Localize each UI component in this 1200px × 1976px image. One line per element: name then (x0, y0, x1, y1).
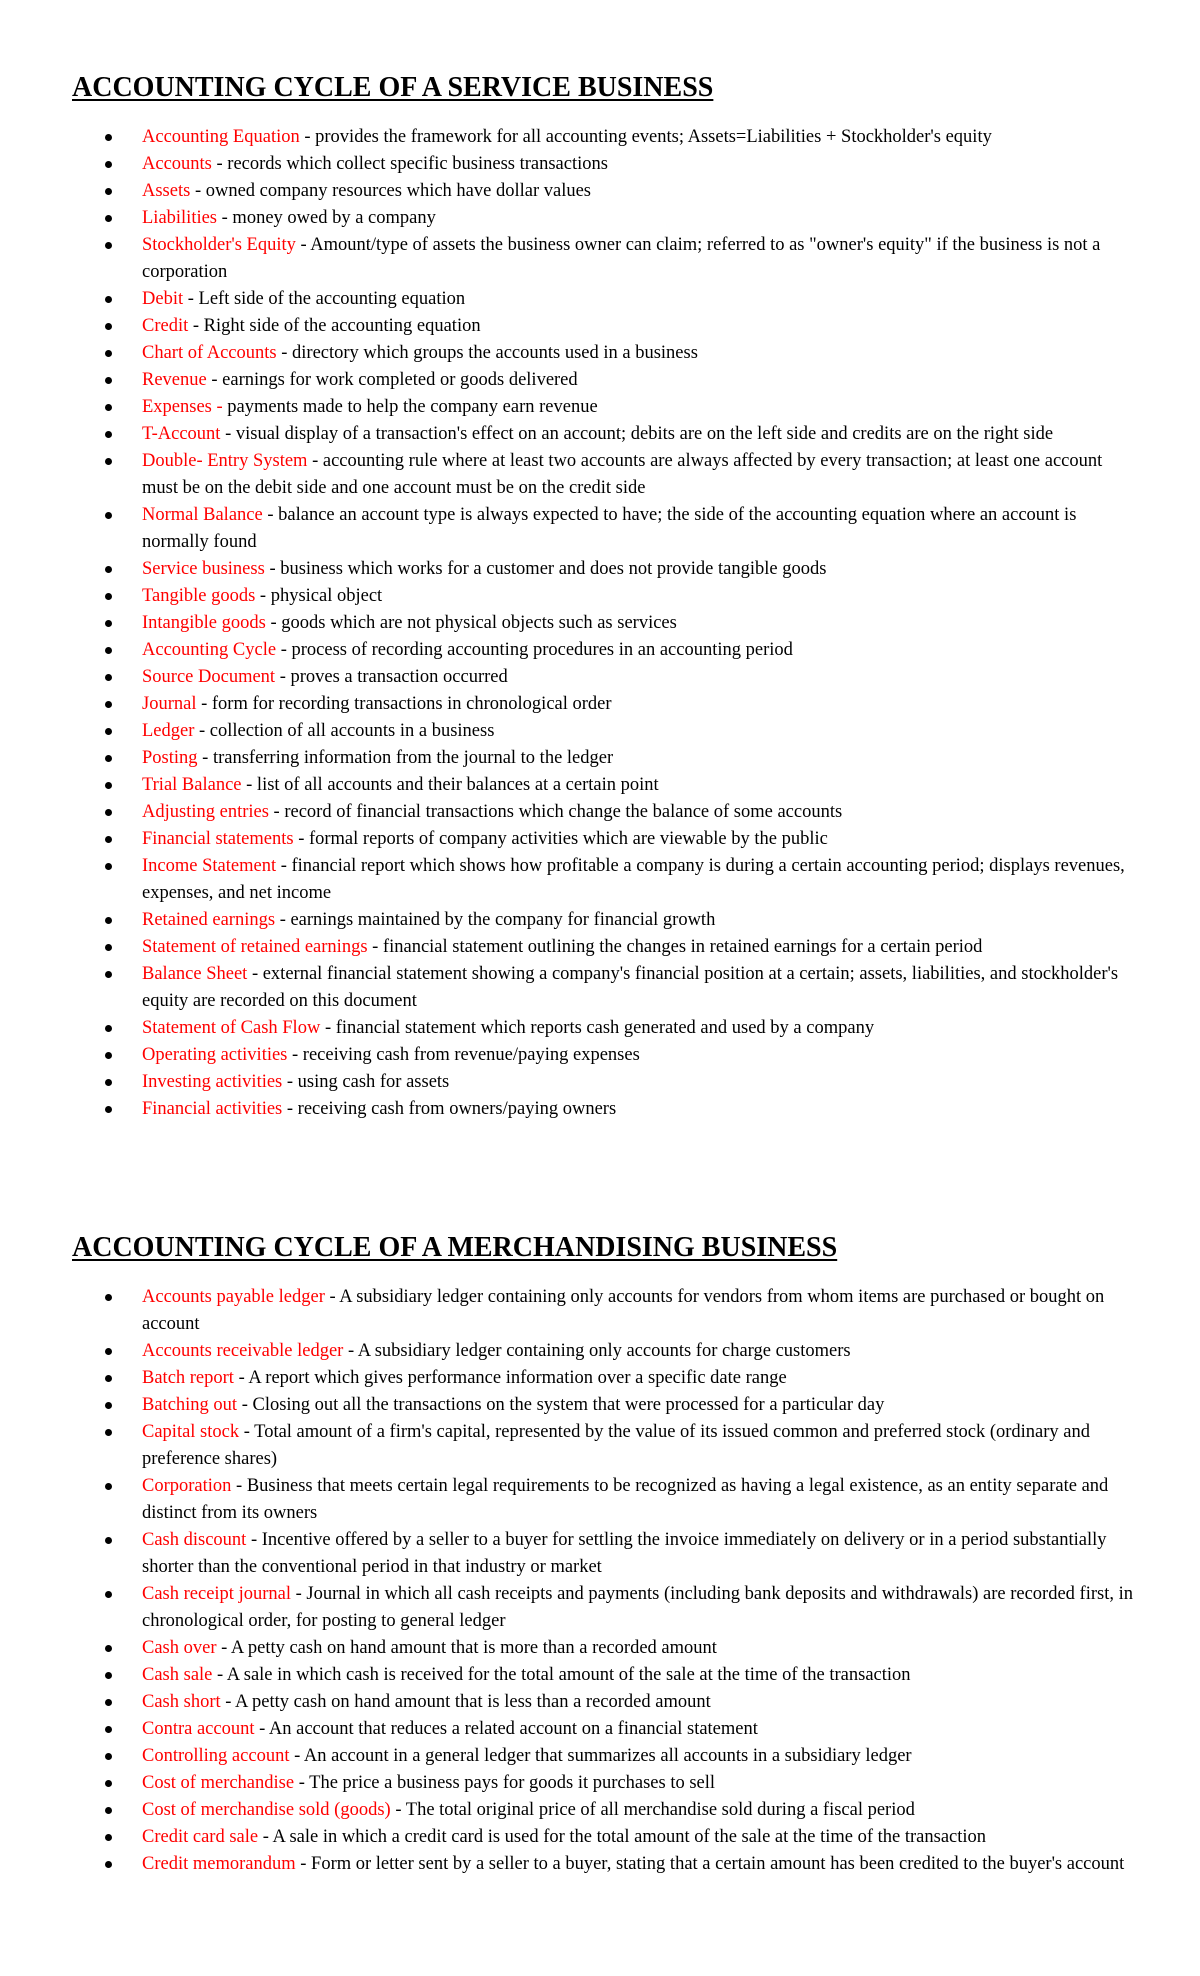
term-label: Cash over (142, 1638, 217, 1658)
list-item (72, 1527, 1142, 1581)
term-label: Stockholder's Equity (142, 235, 296, 255)
bullet-icon (105, 512, 112, 519)
term-label: Assets (142, 181, 191, 201)
term-definition: - A sale in which cash is received for the total amount of the sale at the time of the transaction (212, 1665, 911, 1685)
term-label: Service business (142, 559, 265, 579)
list-item (72, 1284, 1142, 1338)
bullet-icon (105, 242, 112, 249)
bullet-icon (105, 1861, 112, 1868)
term-definition: - earnings for work completed or goods delivered (206, 370, 578, 390)
term-label: Cash short (142, 1692, 221, 1712)
bullet-icon (105, 1591, 112, 1598)
bullet-icon (105, 404, 112, 411)
term-definition: - financial statement which reports cash generated and used by a company (320, 1018, 875, 1038)
term-definition: - goods which are not physical objects such as services (265, 613, 677, 633)
list-item (72, 421, 1142, 448)
term-label: Cash receipt journal (142, 1584, 291, 1604)
term-definition: - physical object (255, 586, 383, 606)
list-item (72, 1419, 1142, 1473)
term-label: Ledger (142, 721, 195, 741)
term-label: Income Statement (142, 856, 277, 876)
list-item (72, 1743, 1142, 1770)
term-definition: - balance an account type is always expected to have; the side of the accounting equation where an account is normally found (142, 505, 1077, 552)
list-item (72, 1338, 1142, 1365)
term-definition: - A petty cash on hand amount that is more than a recorded amount (216, 1638, 717, 1658)
bullet-icon (105, 1025, 112, 1032)
list-item (72, 1473, 1142, 1527)
merchandising-business-section (72, 1228, 1142, 1878)
term-definition: - Journal in which all cash receipts and payments (including bank deposits and withdrawals) are recorded first, in chronological order, for posting to general ledger (142, 1584, 1133, 1631)
term-label: Accounts (142, 154, 212, 174)
list-item (72, 340, 1142, 367)
list-item (72, 394, 1142, 421)
term-definition: - external financial statement showing a company's financial position at a certain; assets, liabilities, and stockholder's equity are recorded on this document (142, 964, 1119, 1011)
list-item (72, 1042, 1142, 1069)
term-label: Corporation (142, 1476, 232, 1496)
section-title: ACCOUNTING CYCLE OF A MERCHANDISING BUSINESS (72, 1232, 838, 1263)
bullet-icon (105, 1672, 112, 1679)
bullet-icon (105, 836, 112, 843)
list-item (72, 448, 1142, 502)
term-definition: - A sale in which a credit card is used for the total amount of the sale at the time of the transaction (258, 1827, 987, 1847)
list-item (72, 583, 1142, 610)
term-label: Normal Balance (142, 505, 263, 525)
bullet-icon (105, 1348, 112, 1355)
bullet-icon (105, 782, 112, 789)
term-definition: - money owed by a company (217, 208, 436, 228)
term-label: Intangible goods (142, 613, 266, 633)
list-item (72, 637, 1142, 664)
bullet-icon (105, 728, 112, 735)
bullet-icon (105, 674, 112, 681)
term-definition: - The price a business pays for goods it purchases to sell (294, 1773, 716, 1793)
bullet-icon (105, 188, 112, 195)
list-item (72, 1716, 1142, 1743)
term-label: Statement of retained earnings (142, 937, 368, 957)
bullet-icon (105, 971, 112, 978)
bullet-icon (105, 647, 112, 654)
term-list (72, 1284, 1142, 1878)
bullet-icon (105, 1294, 112, 1301)
term-definition: - using cash for assets (282, 1072, 450, 1092)
term-label: Cash discount (142, 1530, 247, 1550)
bullet-icon (105, 1052, 112, 1059)
bullet-icon (105, 1753, 112, 1760)
term-definition: - proves a transaction occurred (275, 667, 508, 687)
list-item (72, 745, 1142, 772)
list-item (72, 718, 1142, 745)
list-item (72, 1581, 1142, 1635)
term-definition: - records which collect specific business transactions (211, 154, 608, 174)
list-item (72, 1824, 1142, 1851)
bullet-icon (105, 431, 112, 438)
term-label: Credit memorandum (142, 1854, 296, 1874)
term-label: Accounts payable ledger (142, 1287, 325, 1307)
term-label: Liabilities (142, 208, 218, 228)
term-definition: - receiving cash from owners/paying owners (282, 1099, 617, 1119)
list-item (72, 961, 1142, 1015)
term-definition: - Left side of the accounting equation (183, 289, 466, 309)
list-item (72, 1851, 1142, 1878)
term-label: Cost of merchandise sold (goods) (142, 1800, 391, 1820)
term-definition: - Form or letter sent by a seller to a buyer, stating that a certain amount has been credited to the buyer's account (295, 1854, 1125, 1874)
bullet-icon (105, 1834, 112, 1841)
list-item (72, 178, 1142, 205)
term-label: Batching out (142, 1395, 238, 1415)
list-item (72, 232, 1142, 286)
list-item (72, 1096, 1142, 1123)
term-label: Credit (142, 316, 189, 336)
bullet-icon (105, 1699, 112, 1706)
term-label: Posting (142, 748, 198, 768)
bullet-icon (105, 1807, 112, 1814)
term-definition: - owned company resources which have dollar values (190, 181, 592, 201)
term-definition: - accounting rule where at least two accounts are always affected by every transaction; at least one account must be on the debit side and one account must be on the credit side (142, 451, 1103, 498)
term-definition: payments made to help the company earn revenue (222, 397, 598, 417)
bullet-icon (105, 1429, 112, 1436)
term-label: Revenue (142, 370, 207, 390)
term-definition: - An account in a general ledger that summarizes all accounts in a subsidiary ledger (289, 1746, 912, 1766)
service-business-section (72, 68, 1142, 1123)
bullet-icon (105, 350, 112, 357)
section-title: ACCOUNTING CYCLE OF A SERVICE BUSINESS (72, 72, 714, 103)
bullet-icon (105, 1726, 112, 1733)
bullet-icon (105, 1375, 112, 1382)
term-definition: - formal reports of company activities which are viewable by the public (293, 829, 828, 849)
list-item (72, 934, 1142, 961)
bullet-icon (105, 755, 112, 762)
list-item (72, 1392, 1142, 1419)
bullet-icon (105, 863, 112, 870)
term-label: Adjusting entries (142, 802, 269, 822)
bullet-icon (105, 1079, 112, 1086)
term-label: Financial activities (142, 1099, 283, 1119)
bullet-icon (105, 134, 112, 141)
term-definition: - visual display of a transaction's effect on an account; debits are on the left side and credits are on the right side (220, 424, 1054, 444)
list-item (72, 367, 1142, 394)
term-label: Operating activities (142, 1045, 288, 1065)
term-label: Cash sale (142, 1665, 213, 1685)
term-definition: - Right side of the accounting equation (188, 316, 481, 336)
list-item (72, 691, 1142, 718)
bullet-icon (105, 593, 112, 600)
list-item (72, 286, 1142, 313)
bullet-icon (105, 1402, 112, 1409)
list-item (72, 313, 1142, 340)
bullet-icon (105, 917, 112, 924)
list-item (72, 772, 1142, 799)
list-item (72, 205, 1142, 232)
term-label: Cost of merchandise (142, 1773, 295, 1793)
bullet-icon (105, 944, 112, 951)
term-definition: - Business that meets certain legal requirements to be recognized as having a legal existence, as an entity separate and distinct from its owners (142, 1476, 1109, 1523)
term-label: Retained earnings (142, 910, 276, 930)
bullet-icon (105, 296, 112, 303)
bullet-icon (105, 1483, 112, 1490)
list-item (72, 1797, 1142, 1824)
term-label: T-Account (142, 424, 221, 444)
list-item (72, 826, 1142, 853)
bullet-icon (105, 323, 112, 330)
list-item (72, 664, 1142, 691)
term-definition: - form for recording transactions in chronological order (196, 694, 612, 714)
term-label: Credit card sale (142, 1827, 259, 1847)
term-label: Expenses - (142, 397, 223, 417)
term-definition: - record of financial transactions which change the balance of some accounts (268, 802, 843, 822)
term-label: Trial Balance (142, 775, 242, 795)
term-definition: - earnings maintained by the company for financial growth (275, 910, 716, 930)
term-label: Chart of Accounts (142, 343, 277, 363)
list-item (72, 1635, 1142, 1662)
term-label: Accounting Cycle (142, 640, 277, 660)
bullet-icon (105, 1780, 112, 1787)
term-label: Financial statements (142, 829, 294, 849)
term-label: Tangible goods (142, 586, 256, 606)
list-item (72, 1689, 1142, 1716)
term-label: Controlling account (142, 1746, 290, 1766)
term-label: Debit (142, 289, 184, 309)
term-definition: - Incentive offered by a seller to a buyer for settling the invoice immediately on delivery or in a period substantially shorter than the conventional period in that industry or market (142, 1530, 1107, 1577)
term-definition: - list of all accounts and their balances at a certain point (241, 775, 659, 795)
term-label: Journal (142, 694, 197, 714)
list-item (72, 907, 1142, 934)
term-definition: - A petty cash on hand amount that is less than a recorded amount (220, 1692, 711, 1712)
term-definition: - collection of all accounts in a business (194, 721, 495, 741)
term-definition: - Amount/type of assets the business owner can claim; referred to as "owner's equity" if the business is not a corporation (142, 235, 1101, 282)
term-definition: - business which works for a customer and does not provide tangible goods (264, 559, 827, 579)
term-definition: - process of recording accounting procedures in an accounting period (276, 640, 793, 660)
term-label: Double- Entry System (142, 451, 308, 471)
term-definition: - Total amount of a firm's capital, represented by the value of its issued common and preferred stock (ordinary and preference shares) (142, 1422, 1090, 1469)
bullet-icon (105, 161, 112, 168)
term-definition: - financial statement outlining the changes in retained earnings for a certain period (367, 937, 983, 957)
term-label: Source Document (142, 667, 276, 687)
term-definition: - The total original price of all merchandise sold during a fiscal period (390, 1800, 915, 1820)
term-label: Accounting Equation (142, 127, 300, 147)
bullet-icon (105, 566, 112, 573)
list-item (72, 1015, 1142, 1042)
term-label: Accounts receivable ledger (142, 1341, 344, 1361)
term-definition: - A subsidiary ledger containing only accounts for vendors from whom items are purchased or bought on account (142, 1287, 1105, 1334)
list-item (72, 1365, 1142, 1392)
bullet-icon (105, 1537, 112, 1544)
list-item (72, 151, 1142, 178)
bullet-icon (105, 215, 112, 222)
term-label: Contra account (142, 1719, 255, 1739)
list-item (72, 1662, 1142, 1689)
list-item (72, 1069, 1142, 1096)
term-definition: - financial report which shows how profitable a company is during a certain accounting period; displays revenues, expenses, and net income (142, 856, 1125, 903)
list-item (72, 853, 1142, 907)
term-definition: - directory which groups the accounts used in a business (276, 343, 698, 363)
term-definition: - A subsidiary ledger containing only accounts for charge customers (343, 1341, 851, 1361)
bullet-icon (105, 809, 112, 816)
list-item (72, 556, 1142, 583)
bullet-icon (105, 1645, 112, 1652)
term-label: Balance Sheet (142, 964, 248, 984)
list-item (72, 799, 1142, 826)
list-item (72, 1770, 1142, 1797)
bullet-icon (105, 377, 112, 384)
term-label: Capital stock (142, 1422, 240, 1442)
list-item (72, 502, 1142, 556)
term-label: Batch report (142, 1368, 234, 1388)
term-label: Investing activities (142, 1072, 283, 1092)
list-item (72, 610, 1142, 637)
bullet-icon (105, 458, 112, 465)
list-item (72, 124, 1142, 151)
term-definition: - An account that reduces a related account on a financial statement (254, 1719, 758, 1739)
term-definition: - transferring information from the journal to the ledger (197, 748, 614, 768)
bullet-icon (105, 701, 112, 708)
term-definition: - Closing out all the transactions on the system that were processed for a particular day (237, 1395, 885, 1415)
term-list (72, 124, 1142, 1123)
bullet-icon (105, 620, 112, 627)
term-label: Statement of Cash Flow (142, 1018, 321, 1038)
term-definition: - A report which gives performance information over a specific date range (233, 1368, 787, 1388)
term-definition: - receiving cash from revenue/paying expenses (287, 1045, 640, 1065)
term-definition: - provides the framework for all accounting events; Assets=Liabilities + Stockholder's equity (299, 127, 992, 147)
bullet-icon (105, 1106, 112, 1113)
